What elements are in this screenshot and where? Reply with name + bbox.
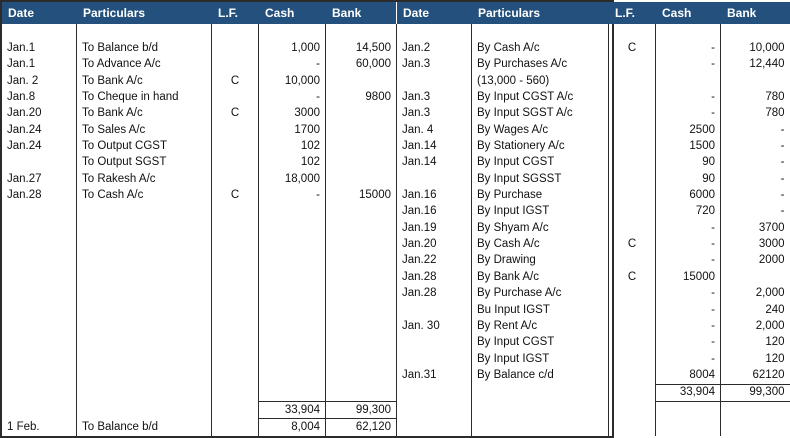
credit-row-cash: -: [656, 318, 721, 334]
credit-row-lf: C: [609, 40, 656, 56]
credit-row-cash: -: [656, 286, 721, 302]
credit-row-date: Jan.3: [397, 89, 472, 105]
credit-row-bank: 780: [765, 107, 785, 120]
debit-row-lf: [212, 89, 259, 105]
table-row-date: [2, 204, 77, 220]
table-row-particulars: [472, 401, 609, 418]
table-row: [2, 106, 790, 122]
credit-row-particulars: (13,000 - 560): [472, 73, 609, 89]
table-row-particulars: [77, 367, 212, 384]
credit-total-row-cash: 33,904: [656, 384, 721, 401]
credit-row-date: Jan.28: [397, 286, 472, 302]
credit-row-bank: [721, 269, 790, 285]
table-row: [2, 220, 790, 236]
credit-row-particulars: By Input SGST A/c: [472, 106, 609, 122]
table-row: [2, 122, 790, 138]
credit-row-particulars: By Balance c/d: [472, 367, 609, 384]
table-row-cash: [259, 204, 326, 220]
debit-row-lf: [212, 40, 259, 56]
debit-row-particulars: To Bank A/c: [77, 106, 212, 122]
debit-balance-row-cash: 8,004: [259, 419, 326, 436]
credit-row-date: Jan.16: [397, 187, 472, 203]
debit-row-date: Jan.1: [2, 57, 77, 73]
table-row-particulars: [77, 302, 212, 318]
table-row-date: [2, 335, 77, 351]
debit-total-row-date: [2, 401, 77, 418]
spacer-cell-particulars: [77, 24, 212, 40]
table-row-lf: [609, 401, 656, 418]
credit-total-row-date: [397, 384, 472, 401]
debit-total-row-lf: [212, 401, 259, 418]
table-row-date: [2, 286, 77, 302]
debit-row-cash: -: [259, 89, 326, 105]
table-row-lf: [212, 335, 259, 351]
credit-row-bank: -: [780, 156, 785, 169]
credit-row-particulars: By Purchase: [472, 187, 609, 203]
table-row-cash: [259, 286, 326, 302]
column-header-date-debit: Date: [2, 2, 77, 24]
table-row-lf: [212, 384, 259, 401]
debit-balance-row-bank: 62,120: [326, 419, 397, 436]
table-row-cash: [656, 401, 721, 418]
credit-row-bank: 780: [765, 91, 785, 104]
debit-row-date: Jan.8: [2, 89, 77, 105]
credit-row-lf: [609, 302, 656, 318]
table-row-lf: [609, 419, 656, 436]
table-row-bank: [326, 318, 397, 334]
debit-total-row-particulars: [77, 401, 212, 418]
credit-row-cash: -: [656, 335, 721, 351]
table-row-particulars: [77, 286, 212, 302]
debit-row-bank: [326, 171, 397, 187]
table-row-cash: [259, 302, 326, 318]
debit-row-date: [2, 155, 77, 171]
table-row: [2, 89, 790, 105]
table-row-cash: [259, 236, 326, 252]
column-header-date-credit: Date: [397, 2, 472, 24]
credit-row-particulars: By Bank A/c: [472, 269, 609, 285]
table-row-particulars: [77, 384, 212, 401]
debit-row-bank: [326, 155, 397, 171]
table-row-bank: [326, 236, 397, 252]
debit-row-cash: 102: [259, 155, 326, 171]
credit-row-particulars: Bu Input IGST: [472, 302, 609, 318]
table-row-date: [2, 269, 77, 285]
debit-row-particulars: To Advance A/c: [77, 57, 212, 73]
debit-row-cash: 3000: [259, 106, 326, 122]
debit-row-bank: [326, 122, 397, 138]
table-row-particulars: [77, 351, 212, 367]
table-row-lf: [212, 286, 259, 302]
credit-row-particulars: By Shyam A/c: [472, 220, 609, 236]
table-row: [2, 286, 790, 302]
debit-row-lf: [212, 171, 259, 187]
credit-row-cash: -: [656, 220, 721, 236]
credit-row-bank: 12,440: [749, 58, 785, 71]
table-row: [2, 318, 790, 334]
table-row-cash: [259, 220, 326, 236]
table-row: [2, 269, 790, 285]
credit-row-cash: -: [656, 57, 721, 73]
debit-row-cash: 102: [259, 138, 326, 154]
credit-row-particulars: By Input CGST A/c: [472, 89, 609, 105]
debit-total-row-cash: 33,904: [259, 401, 326, 418]
table-body: [2, 24, 790, 436]
credit-row-cash: 2500: [656, 122, 721, 138]
table-row-cash: [259, 384, 326, 401]
credit-total-row-particulars: [472, 384, 609, 401]
table-row-lf: [212, 318, 259, 334]
debit-row-date: Jan.24: [2, 138, 77, 154]
debit-row-lf: C: [212, 106, 259, 122]
credit-row-lf: [609, 286, 656, 302]
spacer-cell-bank: [721, 24, 790, 40]
column-header-bank-credit: Bank: [721, 2, 790, 24]
spacer-cell-cash: [259, 24, 326, 40]
credit-row-date: Jan.2: [397, 40, 472, 56]
credit-row-bank: -: [780, 172, 785, 185]
ledger-table: [2, 2, 790, 436]
column-header-cash-debit: Cash: [259, 2, 326, 24]
column-header-lf-credit: L.F.: [609, 2, 656, 24]
table-row-cash: [656, 419, 721, 436]
table-row-cash: [259, 367, 326, 384]
credit-row-particulars: By Cash A/c: [472, 236, 609, 252]
debit-row-date: Jan.27: [2, 171, 77, 187]
debit-row-particulars: To Rakesh A/c: [77, 171, 212, 187]
credit-row-date: Jan.19: [397, 220, 472, 236]
debit-row-lf: C: [212, 73, 259, 89]
table-row-particulars: [77, 220, 212, 236]
credit-row-lf: C: [609, 269, 656, 285]
credit-row-cash: 6000: [656, 187, 721, 203]
column-header-particulars-credit: Particulars: [472, 2, 609, 24]
table-row-bank: [721, 419, 790, 436]
debit-row-cash: -: [259, 57, 326, 73]
credit-row-lf: [609, 204, 656, 220]
debit-balance-row-particulars: To Balance b/d: [77, 419, 212, 436]
debit-row-bank: 9800: [326, 89, 397, 105]
credit-row-particulars: By Cash A/c: [472, 40, 609, 56]
table-row: [2, 253, 790, 269]
credit-row-cash: 720: [656, 204, 721, 220]
table-row-particulars: [77, 204, 212, 220]
table-row: [2, 155, 790, 171]
table-row-bank: [326, 302, 397, 318]
table-row: [2, 419, 790, 436]
table-row-lf: [212, 367, 259, 384]
table-row-particulars: [77, 335, 212, 351]
credit-row-lf: [609, 318, 656, 334]
credit-row-particulars: By Purchases A/c: [472, 57, 609, 73]
credit-row-lf: [609, 106, 656, 122]
debit-row-particulars: To Bank A/c: [77, 73, 212, 89]
debit-row-lf: [212, 57, 259, 73]
credit-row-cash: 1500: [656, 138, 721, 154]
credit-row-lf: [609, 367, 656, 384]
credit-row-bank: -: [780, 123, 785, 136]
table-row-date: [2, 318, 77, 334]
credit-row-date: Jan.14: [397, 155, 472, 171]
debit-row-particulars: To Sales A/c: [77, 122, 212, 138]
credit-row-particulars: By Input SGSST: [472, 171, 609, 187]
table-row-particulars: [77, 318, 212, 334]
spacer-cell-lf: [609, 24, 656, 40]
debit-row-date: Jan.24: [2, 122, 77, 138]
column-header-lf-debit: L.F.: [212, 2, 259, 24]
credit-row-lf: C: [609, 236, 656, 252]
table-row-date: [2, 384, 77, 401]
table-row: [2, 367, 790, 384]
table-row-cash: [259, 351, 326, 367]
table-row-cash: [259, 253, 326, 269]
credit-row-cash: -: [656, 89, 721, 105]
spacer-cell-date: [397, 24, 472, 40]
table-row-lf: [212, 220, 259, 236]
credit-row-lf: [609, 138, 656, 154]
credit-row-date: Jan. 4: [397, 122, 472, 138]
table-row: [2, 302, 790, 318]
credit-row-cash: -: [656, 106, 721, 122]
credit-row-bank: 120: [765, 336, 785, 349]
table-row: [2, 401, 790, 418]
spacer-cell-particulars: [472, 24, 609, 40]
credit-row-lf: [609, 73, 656, 89]
table-row: [2, 204, 790, 220]
table-row: [2, 351, 790, 367]
spacer-cell-date: [2, 24, 77, 40]
table-row-bank: [326, 335, 397, 351]
credit-row-particulars: By Drawing: [472, 253, 609, 269]
credit-row-bank: -: [780, 189, 785, 202]
table-row-date: [397, 401, 472, 418]
credit-row-bank: 10,000: [749, 42, 785, 55]
credit-row-date: Jan.16: [397, 204, 472, 220]
credit-row-date: Jan.3: [397, 57, 472, 73]
table-row-date: [2, 351, 77, 367]
credit-row-date: Jan.14: [397, 138, 472, 154]
credit-row-date: Jan.28: [397, 269, 472, 285]
credit-row-cash: 90: [656, 155, 721, 171]
table-row-lf: [212, 236, 259, 252]
table-row-cash: [259, 318, 326, 334]
credit-row-lf: [609, 351, 656, 367]
credit-row-date: [397, 335, 472, 351]
table-row: [2, 171, 790, 187]
debit-row-bank: 14,500: [326, 40, 397, 56]
credit-row-cash: -: [656, 236, 721, 252]
table-row: [2, 236, 790, 252]
credit-row-cash: [656, 73, 721, 89]
column-header-particulars-debit: Particulars: [77, 2, 212, 24]
credit-row-bank: 62120: [752, 368, 785, 381]
credit-row-lf: [609, 155, 656, 171]
table-row-date: [2, 302, 77, 318]
debit-row-bank: [326, 73, 397, 89]
table-row-particulars: [472, 419, 609, 436]
table-row-cash: [259, 335, 326, 351]
debit-row-cash: 10,000: [259, 73, 326, 89]
credit-row-date: Jan.22: [397, 253, 472, 269]
credit-row-particulars: By Input CGST: [472, 155, 609, 171]
table-row-date: [2, 236, 77, 252]
table-row-date: [397, 419, 472, 436]
credit-row-bank: -: [780, 205, 785, 218]
debit-row-bank: 15000: [326, 187, 397, 203]
debit-row-cash: 1700: [259, 122, 326, 138]
credit-row-bank: 3000: [758, 238, 785, 251]
debit-balance-row-lf: [212, 419, 259, 436]
spacer-cell-cash: [656, 24, 721, 40]
credit-row-date: [397, 302, 472, 318]
credit-row-cash: -: [656, 351, 721, 367]
debit-row-particulars: To Cash A/c: [77, 187, 212, 203]
debit-row-lf: [212, 155, 259, 171]
credit-total-row-bank: 99,300: [721, 384, 790, 401]
debit-row-lf: C: [212, 187, 259, 203]
credit-row-lf: [609, 122, 656, 138]
table-row-bank: [326, 204, 397, 220]
debit-row-date: Jan. 2: [2, 73, 77, 89]
credit-row-bank: 2,000: [755, 287, 785, 300]
table-row-particulars: [77, 253, 212, 269]
table-row: [2, 57, 790, 73]
column-header-cash-credit: Cash: [656, 2, 721, 24]
credit-row-particulars: By Rent A/c: [472, 318, 609, 334]
debit-row-bank: 60,000: [326, 57, 397, 73]
debit-total-row-bank: 99,300: [326, 401, 397, 418]
table-row-lf: [212, 204, 259, 220]
credit-row-lf: [609, 89, 656, 105]
credit-row-date: [397, 171, 472, 187]
credit-row-lf: [609, 171, 656, 187]
debit-row-bank: [326, 106, 397, 122]
table-row-bank: [326, 286, 397, 302]
debit-row-particulars: To Output CGST: [77, 138, 212, 154]
table-row: [2, 73, 790, 89]
debit-row-lf: [212, 138, 259, 154]
credit-row-lf: [609, 220, 656, 236]
table-row-bank: [326, 253, 397, 269]
credit-row-cash: -: [656, 40, 721, 56]
credit-row-date: Jan.20: [397, 236, 472, 252]
table-row: [2, 187, 790, 203]
credit-row-cash: 90: [656, 171, 721, 187]
debit-row-cash: 1,000: [259, 40, 326, 56]
credit-row-lf: [609, 335, 656, 351]
table-row-particulars: [77, 236, 212, 252]
table-header: [2, 2, 790, 24]
credit-total-row-lf: [609, 384, 656, 401]
table-row-bank: [326, 269, 397, 285]
table-row: [2, 138, 790, 154]
debit-row-particulars: To Cheque in hand: [77, 89, 212, 105]
credit-row-particulars: By Purchase A/c: [472, 286, 609, 302]
table-row-lf: [212, 269, 259, 285]
credit-row-date: [397, 351, 472, 367]
credit-row-cash: 15000: [656, 269, 721, 285]
credit-row-bank: 2000: [758, 254, 785, 267]
credit-row-particulars: By Input IGST: [472, 351, 609, 367]
table-row-date: [2, 253, 77, 269]
credit-row-lf: [609, 253, 656, 269]
credit-row-particulars: By Input CGST: [472, 335, 609, 351]
debit-row-date: Jan.28: [2, 187, 77, 203]
header-row: [2, 2, 790, 24]
credit-row-cash: 8004: [656, 367, 721, 384]
credit-row-cash: -: [656, 302, 721, 318]
column-header-bank-debit: Bank: [326, 2, 397, 24]
credit-row-bank: 120: [765, 352, 785, 365]
debit-row-particulars: To Balance b/d: [77, 40, 212, 56]
credit-row-date: [397, 73, 472, 89]
table-row-date: [2, 367, 77, 384]
credit-row-date: Jan. 30: [397, 318, 472, 334]
credit-row-date: Jan.31: [397, 367, 472, 384]
table-row: [2, 384, 790, 401]
debit-row-cash: 18,000: [259, 171, 326, 187]
credit-row-cash: -: [656, 253, 721, 269]
credit-row-particulars: By Wages A/c: [472, 122, 609, 138]
table-row-cash: [259, 269, 326, 285]
table-row: [2, 335, 790, 351]
table-row-particulars: [77, 269, 212, 285]
credit-row-bank: -: [780, 140, 785, 153]
table-row-lf: [212, 253, 259, 269]
debit-row-lf: [212, 122, 259, 138]
credit-row-lf: [609, 57, 656, 73]
credit-row-bank: 3700: [758, 221, 785, 234]
credit-row-bank: 240: [765, 303, 785, 316]
credit-row-particulars: By Input IGST: [472, 204, 609, 220]
debit-row-cash: -: [259, 187, 326, 203]
debit-row-particulars: To Output SGST: [77, 155, 212, 171]
credit-row-bank: 2,000: [755, 319, 785, 332]
debit-balance-row-date: 1 Feb.: [2, 419, 77, 436]
debit-row-bank: [326, 138, 397, 154]
credit-row-bank: [721, 73, 790, 89]
credit-row-particulars: By Stationery A/c: [472, 138, 609, 154]
spacer-cell-lf: [212, 24, 259, 40]
table-row-bank: [326, 384, 397, 401]
credit-row-date: Jan.3: [397, 106, 472, 122]
credit-row-lf: [609, 187, 656, 203]
spacer-cell-bank: [326, 24, 397, 40]
table-row-bank: [326, 220, 397, 236]
table-row-bank: [326, 367, 397, 384]
table-row-date: [2, 220, 77, 236]
table-row-lf: [212, 351, 259, 367]
table-row-lf: [212, 302, 259, 318]
debit-row-date: Jan.20: [2, 106, 77, 122]
table-row: [2, 40, 790, 56]
header-spacer-row: [2, 24, 790, 40]
debit-row-date: Jan.1: [2, 40, 77, 56]
table-row-bank: [721, 401, 790, 418]
table-row-bank: [326, 351, 397, 367]
